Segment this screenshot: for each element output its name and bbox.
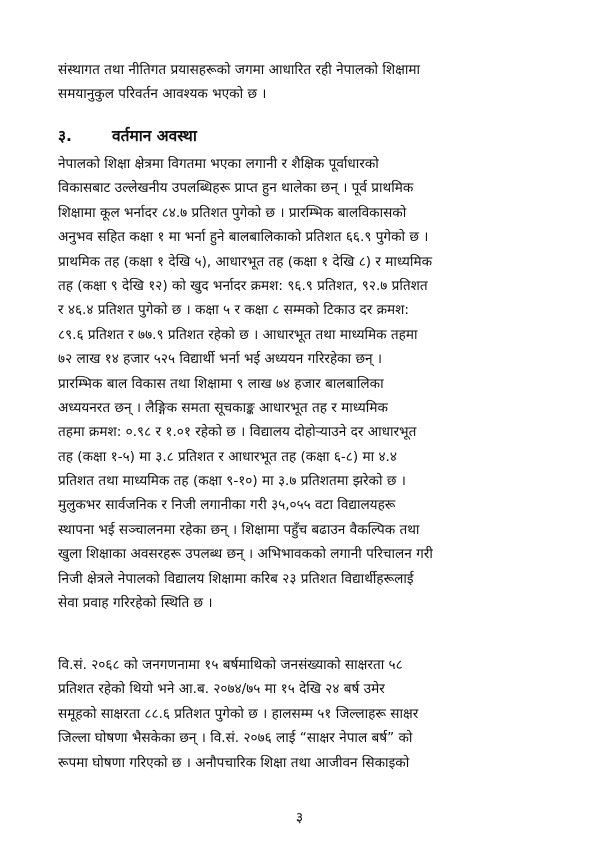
paragraph-line: स्थापना भई सञ्चालनमा रहेका छन् । शिक्षामा पहुँच बढाउन वैकल्पिक तथा	[58, 521, 420, 538]
paragraph-line: खुला शिक्षाका अवसरहरू उपलब्ध छन् । अभिभावकको लगानी परिचालन गरी	[58, 546, 433, 563]
paragraph-line: प्रतिशत तथा माध्यमिक तह (कक्षा ९-१०) मा ३.७ प्रतिशतमा झरेको छ ।	[58, 473, 406, 490]
intro-line-1: संस्थागत तथा नीतिगत प्रयासहरूको जगमा आधारित रही नेपालको शिक्षामा	[58, 62, 421, 78]
paragraph-line: वि.सं. २०६८ को जनगणनामा १५ बर्षमाथिको जनसंख्याको साक्षरता ५८	[58, 657, 403, 673]
paragraph-line: समूहको साक्षरता ८८.६ प्रतिशत पुगेको छ । हालसम्म ५१ जिल्लाहरू साक्षर	[58, 705, 419, 722]
literacy-paragraph	[58, 653, 541, 775]
paragraph-line: प्रारम्भिक बाल विकास तथा शिक्षामा ९ लाख ७४ हजार बालबालिका	[58, 375, 384, 392]
status-paragraph	[58, 152, 541, 615]
paragraph-line: र ४६.४ प्रतिशत पुगेको छ । कक्षा ५ र कक्षा ८ सम्मको टिकाउ दर क्रमश:	[58, 302, 410, 319]
intro-paragraph	[58, 58, 541, 107]
paragraph-line: जिल्ला घोषणा भैसकेका छन् । वि.सं. २०७६ लाई “साक्षर नेपाल बर्ष” को	[58, 730, 413, 747]
paragraph-line: अध्ययनरत छन् । लैङ्गिक समता सूचकाङ्क आधारभूत तह र माध्यमिक	[58, 399, 388, 416]
section-number: ३.	[58, 127, 72, 145]
paragraph-line: सेवा प्रवाह गरिरहेको स्थिति छ ।	[58, 595, 213, 612]
paragraph-line: तह (कक्षा १-५) मा ३.८ प्रतिशत र आधारभूत तह (कक्षा ६-८) मा ४.४	[58, 448, 397, 465]
page-number: ३	[295, 810, 304, 826]
intro-line-2: समयानुकुल परिवर्तन आवश्यक भएको छ ।	[58, 86, 267, 103]
paragraph-line: रूपमा घोषणा गरिएको छ । अनौपचारिक शिक्षा तथा आजीवन सिकाइको	[58, 754, 410, 771]
paragraph-line: प्रतिशत रहेको थियो भने आ.ब. २०७४/७५ मा १५ देखि २४ बर्ष उमेर	[58, 681, 385, 698]
paragraph-line: प्राथमिक तह (कक्षा १ देखि ५), आधारभूत तह (कक्षा १ देखि ८) र माध्यमिक	[58, 253, 433, 270]
section-title: वर्तमान अवस्था	[112, 127, 197, 145]
paragraph-line: नेपालको शिक्षा क्षेत्रमा विगतमा भएका लगानी र शैक्षिक पूर्वाधारको	[58, 156, 379, 172]
paragraph-line: मुलुकभर सार्वजनिक र निजी लगानीका गरी ३५,०५५ वटा विद्यालयहरू	[58, 497, 396, 514]
paragraph-line: ८९.६ प्रतिशत र ७७.९ प्रतिशत रहेको छ । आधारभूत तथा माध्यमिक तहमा	[58, 326, 418, 343]
paragraph-line: अनुभव सहित कक्षा १ मा भर्ना हुने बालबालिकाको प्रतिशत ६६.९ पुगेको छ ।	[58, 229, 429, 246]
paragraph-line: निजी क्षेत्रले नेपालको विद्यालय शिक्षामा करिब २३ प्रतिशत विद्यार्थीहरूलाई	[58, 570, 414, 587]
paragraph-line: विकासबाट उल्लेखनीय उपलब्धिहरू प्राप्त हुन थालेका छन् । पूर्व प्राथमिक	[58, 180, 414, 197]
paragraph-line: तहमा क्रमश: ०.९८ र १.०१ रहेको छ । विद्यालय दोहोर्‍याउने दर आधारभूत	[58, 424, 417, 441]
section-heading	[58, 122, 197, 150]
paragraph-line: ७२ लाख १४ हजार ५२५ विद्यार्थी भर्ना भई अध्ययन गरिरहेका छन् ।	[58, 351, 382, 368]
paragraph-line: तह (कक्षा ९ देखि १२) को खुद भर्नादर क्रमश: ९६.९ प्रतिशत, ९२.७ प्रतिशत	[58, 277, 428, 294]
paragraph-line: शिक्षामा कूल भर्नादर ८४.७ प्रतिशत पुगेको छ । प्रारम्भिक बालविकासको	[58, 204, 407, 221]
